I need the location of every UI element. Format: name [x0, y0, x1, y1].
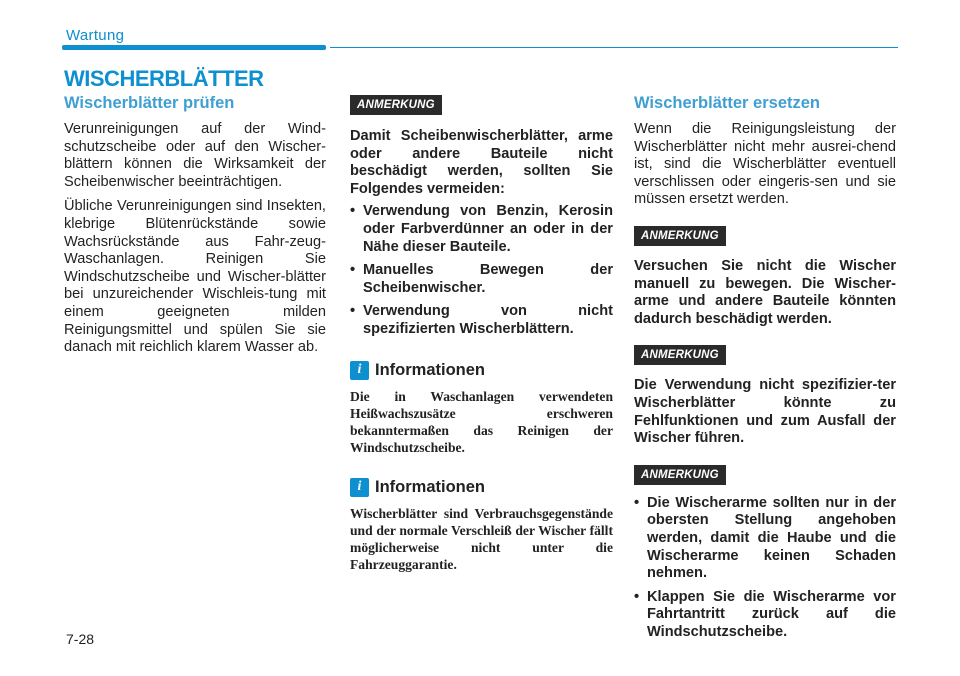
info-text: Die in Waschanlagen verwendeten Heißwachszusätze erschweren bekanntermaßen das Reinigen der Windschutzscheibe.	[350, 388, 613, 455]
bullet-icon: •	[350, 203, 356, 220]
bullet-icon: •	[350, 303, 356, 320]
note-badge: ANMERKUNG	[634, 465, 726, 485]
note-badge: ANMERKUNG	[634, 226, 726, 246]
bullet-icon: •	[634, 494, 640, 511]
info-heading	[350, 361, 613, 380]
info-title: Informationen	[375, 477, 485, 496]
list-item: • Klappen Sie die Wischerarme vor Fahrtantritt zurück auf die Windschutzscheibe.	[634, 588, 896, 640]
note-bullet-list	[634, 495, 896, 642]
info-icon: i	[350, 361, 369, 380]
header-rule-thick	[62, 45, 326, 50]
page-number: 7-28	[66, 631, 95, 647]
list-item: • Verwendung von nicht spezifizierten Wischerblättern.	[350, 303, 613, 337]
paragraph: Wenn die Reinigungsleistung der Wischerblätter nicht mehr ausrei-chend ist, sind die Wischerblätter eventuell verschlissen oder eingeris-sen und sie müssen ersetzt werden.	[634, 121, 896, 208]
note-text: Die Verwendung nicht spezifizier-ter Wischerblätter könnte zu Fehlfunktionen und zum Ausfall der Wischer führen.	[634, 377, 896, 447]
section-label: Wartung	[66, 27, 125, 44]
column-2	[350, 94, 613, 573]
info-text: Wischerblätter sind Verbrauchsgegenstände und der normale Verschleiß der Wischer fällt möglicherweise nicht unter die Fahrzeuggarantie.	[350, 505, 613, 572]
list-item: • Manuelles Bewegen der Scheibenwischer.	[350, 262, 613, 296]
column-1	[64, 94, 326, 357]
bullet-icon: •	[634, 588, 640, 605]
list-item: • Die Wischerarme sollten nur in der obersten Stellung angehoben werden, damit die Haube und die Wischerarme keinen Schaden nehmen.	[634, 494, 896, 582]
list-item: • Verwendung von Benzin, Kerosin oder Farbverdünner an oder in der Nähe dieser Bauteile.	[350, 203, 613, 255]
header-rule-thin	[330, 47, 898, 48]
paragraph: Übliche Verunreinigungen sind Insekten, klebrige Blütenrückstände sowie Wachsrückstände aus Fahr-zeug-Waschanlagen. Reinigen Sie Windschutzscheibe und Wischer-blätter bei unzureichender Wischleis-tung mit einem geeigneten milden Reinigungsmittel und spülen Sie sie danach mit reichlich klarem Wasser ab.	[64, 198, 326, 356]
note-badge: ANMERKUNG	[350, 95, 442, 115]
info-heading	[350, 478, 613, 497]
paragraph: Verunreinigungen auf der Wind-schutzscheibe oder auf den Wischer-blättern können die Wirksamkeit der Scheibenwischer beeinträchtigen.	[64, 121, 326, 190]
info-icon: i	[350, 478, 369, 497]
column-3	[634, 94, 896, 647]
note-badge: ANMERKUNG	[634, 345, 726, 365]
bullet-icon: •	[350, 262, 356, 279]
info-title: Informationen	[375, 360, 485, 379]
note-bullet-list	[350, 203, 613, 338]
subheading-replace: Wischerblätter ersetzen	[634, 94, 821, 112]
note-intro: Damit Scheibenwischerblätter, arme oder andere Bauteile nicht beschädigt werden, sollten Sie Folgendes vermeiden:	[350, 128, 613, 197]
note-text: Versuchen Sie nicht die Wischer manuell zu bewegen. Die Wischer-arme und andere Bauteile könnten dadurch beschädigt werden.	[634, 257, 896, 327]
page-title: WISCHERBLÄTTER	[64, 66, 264, 91]
subheading-check: Wischerblätter prüfen	[64, 94, 235, 112]
